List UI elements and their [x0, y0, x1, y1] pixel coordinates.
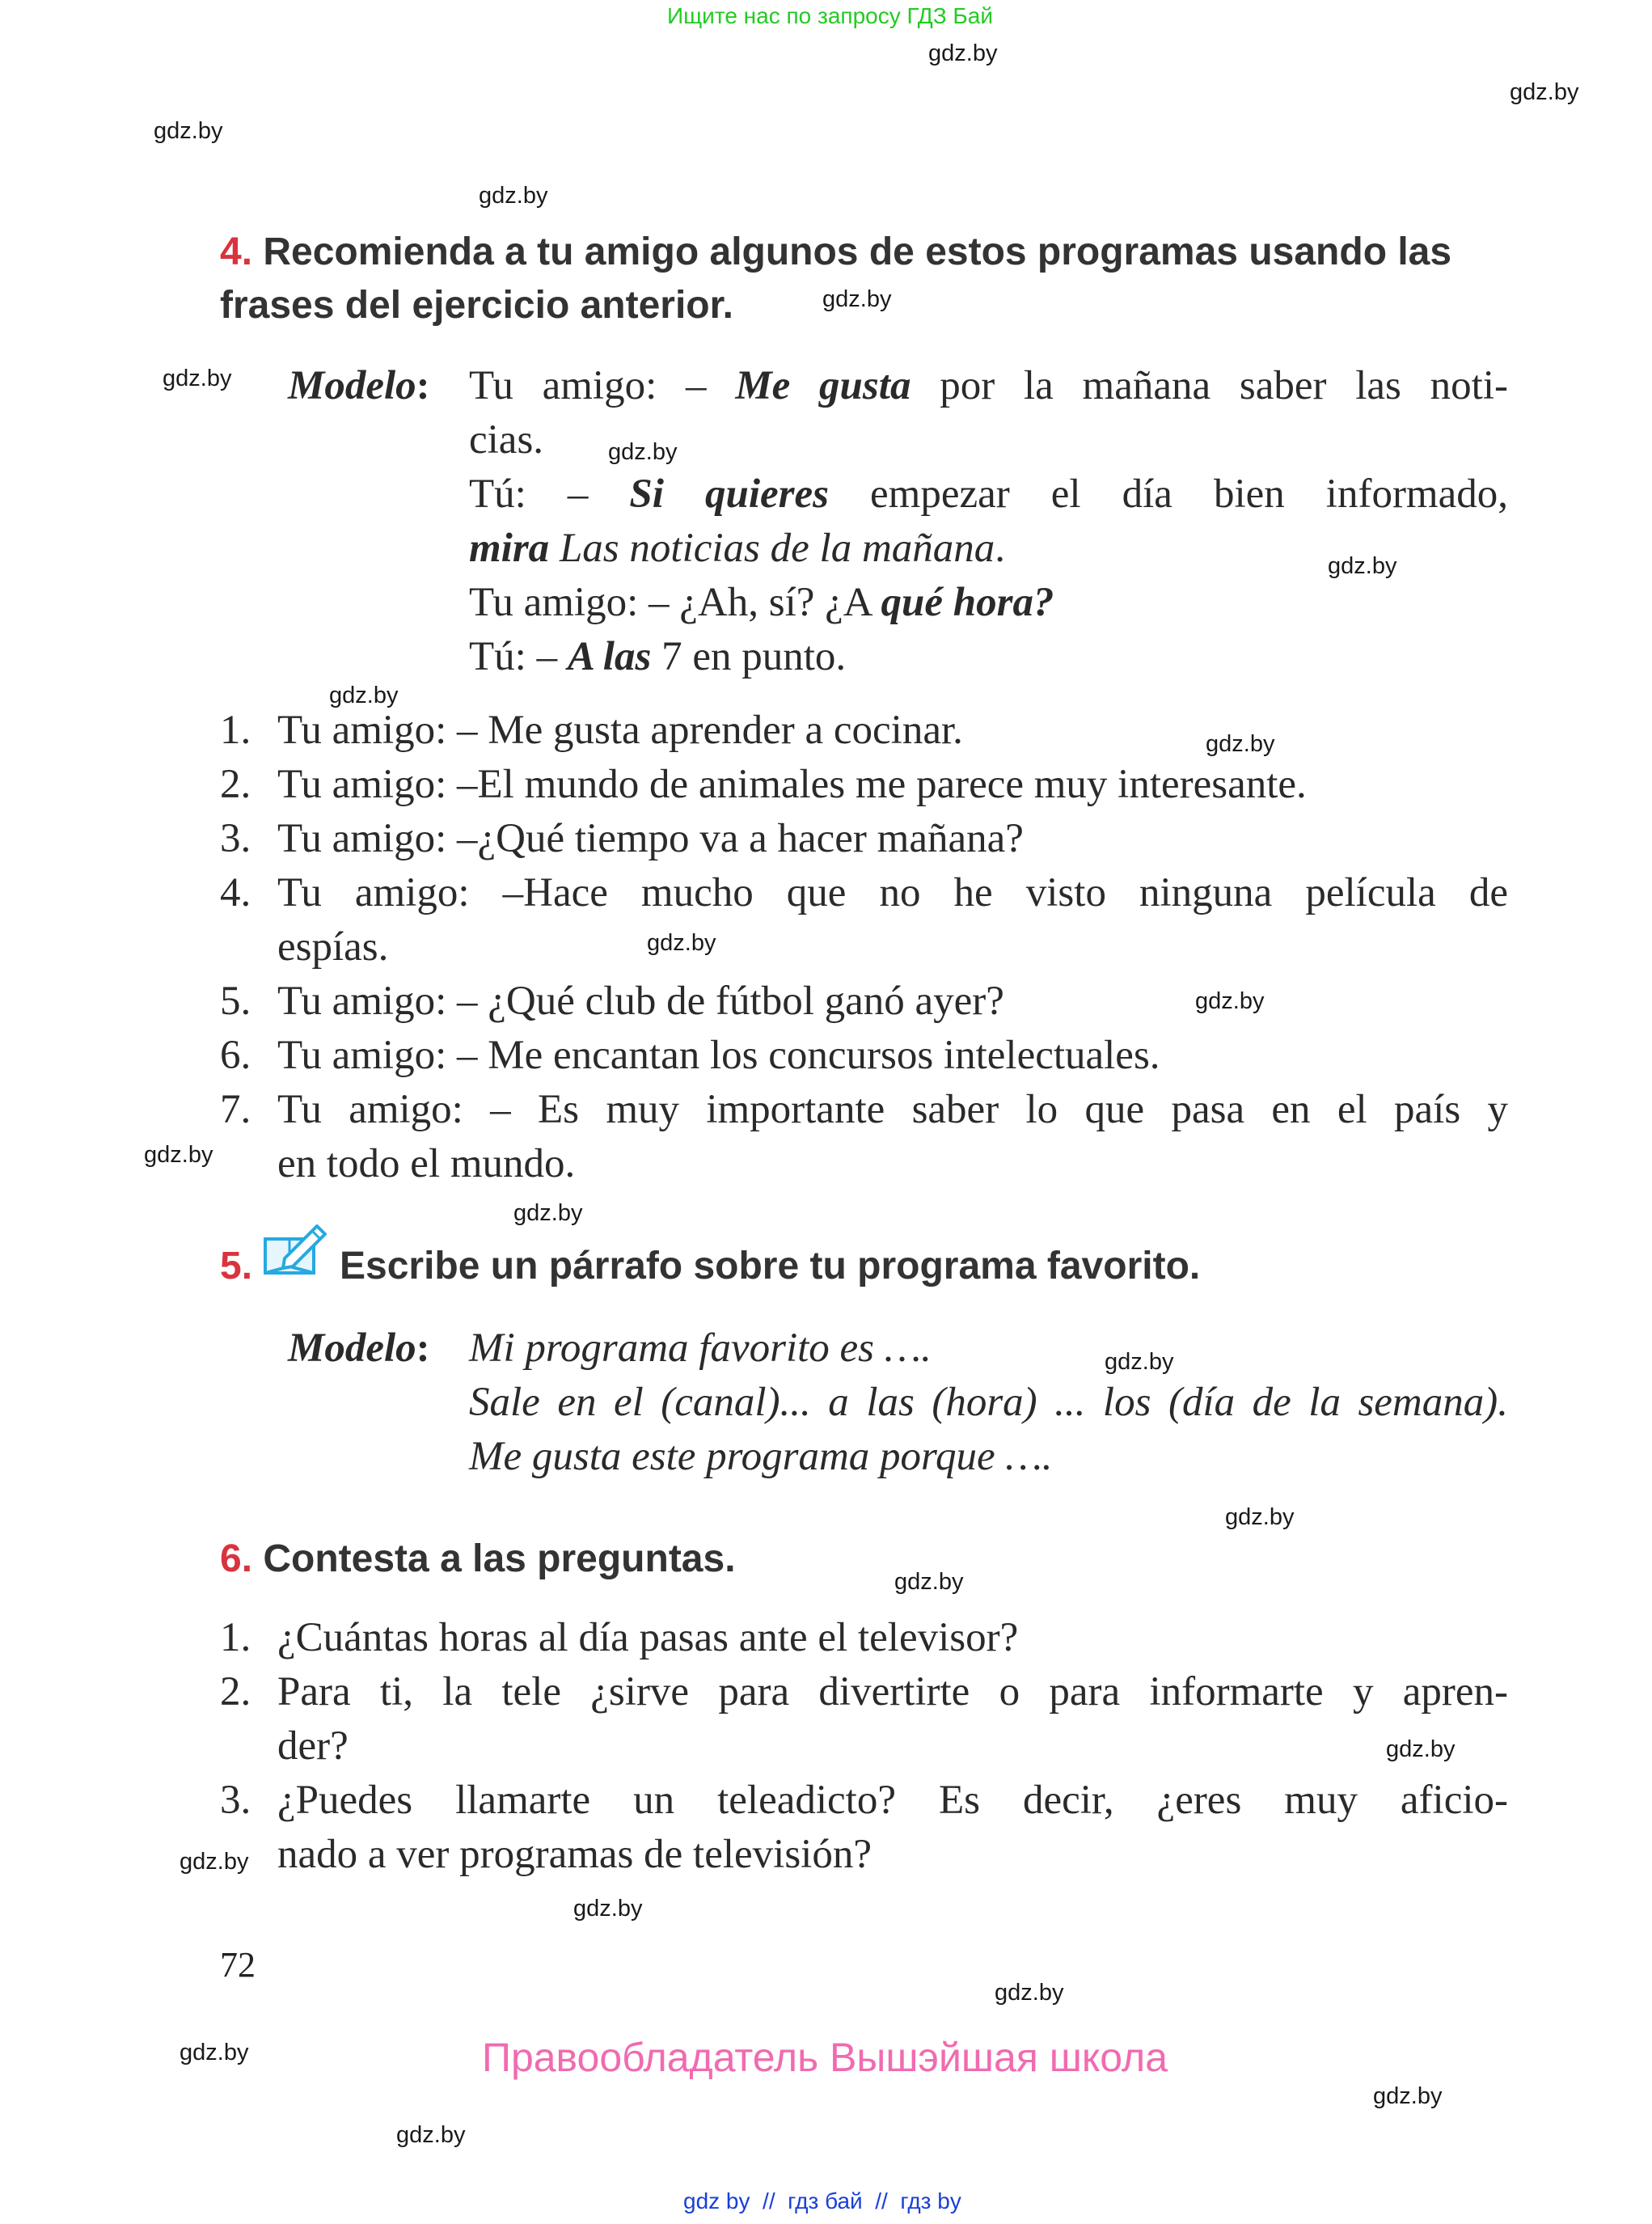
model-text: Tu amigo: – [469, 363, 736, 408]
model-line: Mi programa favorito es …. [469, 1326, 932, 1371]
model-label [288, 1325, 430, 1372]
list-number: 3. [220, 816, 251, 861]
footer-links[interactable]: gdz by // гдз бай // гдз by [683, 2188, 961, 2213]
watermark: gdz.by [396, 2122, 466, 2148]
model-text: 7 en punto. [651, 634, 847, 679]
list-number: 4. [220, 870, 251, 915]
watermark: gdz.by [144, 1142, 213, 1168]
page-number: 72 [220, 1945, 256, 1985]
writing-icon [260, 1221, 328, 1279]
list-number: 5. [220, 979, 251, 1024]
model-line [469, 362, 1508, 409]
watermark: gdz.by [329, 683, 399, 708]
watermark: gdz.by [928, 40, 998, 66]
model-line [469, 471, 1508, 518]
model-text: por la mañana saber las noti- [911, 363, 1508, 408]
exercise-number: 4. [220, 230, 253, 273]
top-banner[interactable]: Ищите нас по запросу ГДЗ Бай [667, 3, 994, 28]
watermark: gdz.by [513, 1200, 583, 1226]
list-number: 1. [220, 1615, 251, 1660]
model-text: Tú: – [469, 471, 630, 517]
list-number: 7. [220, 1087, 251, 1132]
exercise-4-title-cont: frases del ejercicio anterior. [220, 284, 733, 327]
model-colon: : [416, 1326, 430, 1371]
list-item: Tu amigo: –¿Qué tiempo va a hacer mañana? [277, 816, 1024, 861]
watermark: gdz.by [180, 1849, 249, 1875]
model-text: Tu amigo: – ¿Ah, sí? ¿A [469, 580, 881, 625]
watermark: gdz.by [163, 366, 232, 391]
model-line: Me gusta este programa porque …. [469, 1434, 1053, 1479]
list-item-cont: en todo el mundo. [277, 1141, 576, 1186]
exercise-6-title [220, 1537, 736, 1581]
list-item-cont: espías. [277, 924, 389, 970]
watermark: gdz.by [1386, 1736, 1456, 1762]
model-line [469, 579, 1054, 626]
model-emphasis: Si quieres [629, 471, 829, 517]
exercise-title-text: Contesta a las preguntas. [263, 1537, 736, 1580]
exercise-4-title [220, 230, 1451, 274]
model-label-text: Modelo [288, 1326, 416, 1371]
list-number: 6. [220, 1033, 251, 1078]
list-item: ¿Puedes llamarte un teleadicto? Es decir, ¿eres muy aficio- [277, 1778, 1508, 1823]
watermark: gdz.by [1105, 1349, 1174, 1375]
watermark: gdz.by [154, 118, 223, 144]
list-item: Para ti, la tele ¿sirve para divertirte o para informarte y apren- [277, 1669, 1508, 1715]
exercise-number: 6. [220, 1537, 253, 1580]
model-line [469, 633, 846, 680]
exercise-number [220, 1244, 252, 1288]
watermark: gdz.by [894, 1569, 964, 1595]
watermark: gdz.by [180, 2040, 249, 2065]
list-item: Tu amigo: – Me gusta aprender a cocinar. [277, 708, 963, 753]
watermark: gdz.by [1510, 79, 1579, 105]
rights-holder: Правообладатель Вышэйшая школа [482, 2035, 1168, 2080]
watermark: gdz.by [479, 183, 548, 209]
watermark: gdz.by [995, 1980, 1064, 2006]
model-colon: : [416, 363, 430, 408]
watermark: gdz.by [1373, 2083, 1443, 2109]
model-emphasis: mira [469, 526, 550, 571]
list-item: Tu amigo: – Me encantan los concursos intelectuales. [277, 1033, 1160, 1078]
model-line: cias. [469, 417, 544, 463]
list-item: Tu amigo: – Es muy importante saber lo que pasa en el país y [277, 1087, 1508, 1132]
exercise-5-title: Escribe un párrafo sobre tu programa favorito. [340, 1245, 1201, 1287]
watermark: gdz.by [1328, 553, 1397, 579]
model-text: Tú: – [469, 634, 568, 679]
list-item-cont: der? [277, 1723, 349, 1769]
model-label-text: Modelo [288, 363, 416, 408]
watermark: gdz.by [1225, 1504, 1295, 1530]
list-item: ¿Cuántas horas al día pasas ante el televisor? [277, 1615, 1019, 1660]
model-text: . [995, 526, 1006, 571]
exercise-title-line: Recomienda a tu amigo algunos de estos programas usando las [263, 230, 1452, 273]
list-item-cont: nado a ver programas de televisión? [277, 1832, 872, 1877]
model-line: Sale en el (canal)... a las (hora) ... los (día de la semana). [469, 1380, 1508, 1425]
list-number: 3. [220, 1778, 251, 1823]
list-item: Tu amigo: –El mundo de animales me parece muy interesante. [277, 762, 1307, 807]
list-number: 2. [220, 1669, 251, 1715]
exercise-number-text: 5. [220, 1245, 253, 1287]
model-text: empezar el día bien informado, [828, 471, 1508, 517]
watermark: gdz.by [1206, 731, 1275, 757]
model-label [288, 362, 430, 409]
watermark: gdz.by [647, 930, 716, 956]
watermark: gdz.by [1195, 988, 1265, 1014]
model-emphasis: Me gusta [735, 363, 911, 408]
model-emphasis: qué hora? [881, 580, 1054, 625]
watermark: gdz.by [608, 439, 678, 465]
list-item: Tu amigo: – ¿Qué club de fútbol ganó ayer? [277, 979, 1004, 1024]
model-emphasis: A las [567, 634, 652, 679]
model-line [469, 525, 1005, 572]
list-number: 2. [220, 762, 251, 807]
watermark: gdz.by [573, 1896, 643, 1922]
watermark: gdz.by [822, 286, 892, 312]
list-item: Tu amigo: –Hace mucho que no he visto ninguna película de [277, 870, 1508, 915]
list-number: 1. [220, 708, 251, 753]
model-italic: Las noticias de la mañana [549, 526, 995, 571]
